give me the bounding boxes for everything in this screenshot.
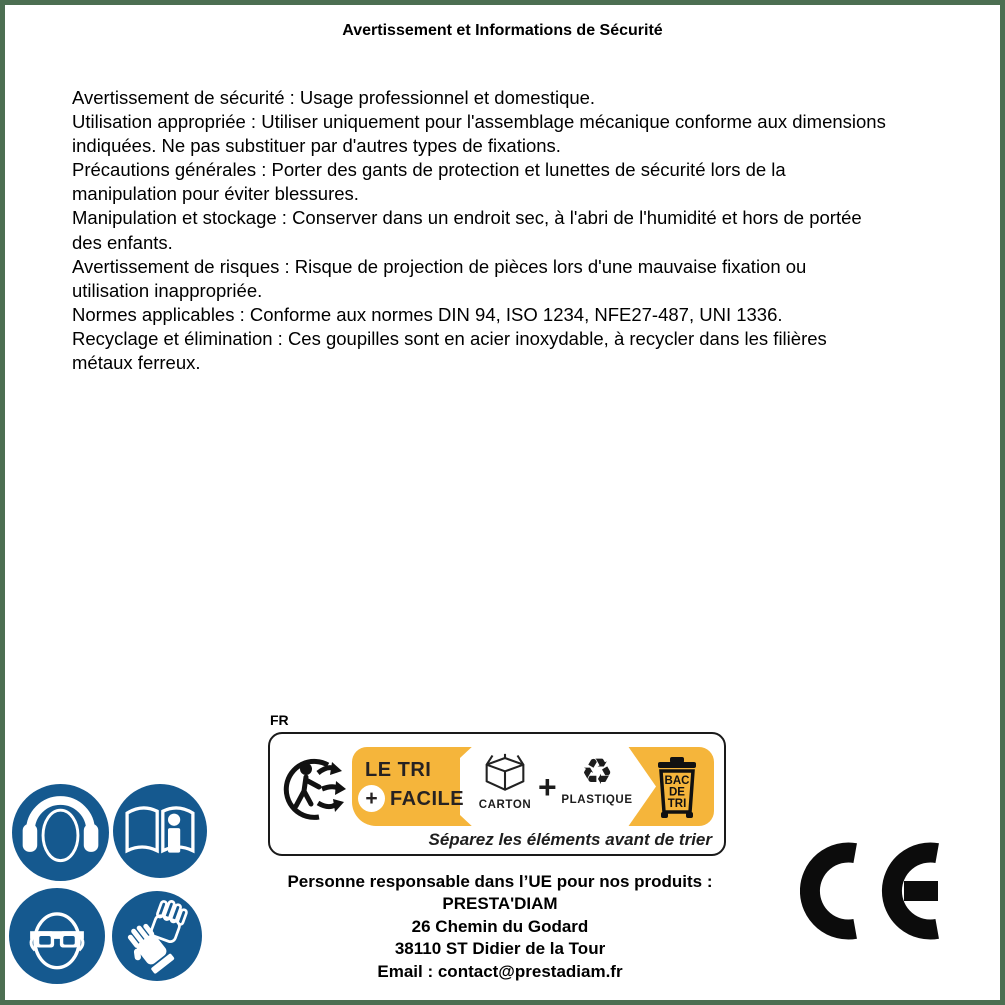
city-line: 38110 ST Didier de la Tour [394, 939, 606, 959]
ear-protection-icon [12, 784, 109, 881]
safety-text-line: Manipulation et stockage : Conserver dans un endroit sec, à l'abri de l'humidité et hors de portée [72, 207, 862, 229]
safety-text-line: Normes applicables : Conforme aux normes DIN 94, ISO 1234, NFE27-487, UNI 1336. [72, 303, 783, 325]
safety-text-line: manipulation pour éviter blessures. [72, 183, 359, 205]
plus-circle-icon [358, 785, 385, 812]
bin-text-line: TRI [667, 798, 687, 810]
bin-text-line: BAC [664, 775, 690, 787]
material-carton-label: CARTON [478, 799, 532, 811]
safety-text-line: métaux ferreux. [72, 352, 201, 374]
sorting-headline-line1: LE TRI [365, 759, 432, 781]
sorting-band [352, 747, 714, 826]
sorting-headline-line2: FACILE [390, 788, 465, 810]
email-line: Email : contact@prestadiam.fr [377, 961, 623, 981]
cardboard-box-icon [478, 753, 532, 793]
sorting-label-box [268, 732, 726, 856]
safety-text [72, 86, 886, 375]
sorting-bin-icon [653, 754, 701, 820]
address-line: 26 Chemin du Godard [411, 916, 589, 936]
page-title: Avertissement et Informations de Sécurité [342, 22, 663, 39]
safety-text-line: Précautions générales : Porter des gants de protection et lunettes de sécurité lors de la [72, 159, 786, 181]
material-plastique [558, 753, 636, 806]
safety-text-line: Avertissement de sécurité : Usage professionnel et domestique. [72, 87, 596, 108]
company-name: PRESTA'DIAM [442, 894, 558, 914]
ce-marking-label [0, 0, 1, 1]
safety-text-line: indiquées. Ne pas substituer par d'autres types de fixations. [72, 135, 561, 157]
bin-text-line: DE [669, 786, 685, 799]
safety-text-line: des enfants. [72, 231, 173, 253]
safety-text-line: utilisation inappropriée. [72, 279, 263, 301]
plus-sign: + [365, 787, 378, 810]
read-manual-icon [113, 784, 207, 878]
eye-protection-icon [9, 888, 105, 984]
material-carton [472, 753, 538, 811]
recycling-symbol-icon: ♻ [580, 752, 614, 793]
responsible-heading: Personne responsable dans l’UE pour nos produits : [287, 872, 713, 891]
responsible-block [250, 871, 750, 983]
country-code-label: FR [270, 712, 289, 728]
safety-text-line: Recyclage et élimination : Ces goupilles sont en acier inoxydable, à recycler dans les filières [72, 327, 827, 349]
hand-protection-icon [112, 891, 202, 981]
materials-plus-sign: + [538, 769, 557, 805]
sorting-caption: Séparez les éléments avant de trier [428, 830, 712, 849]
triman-recycling-icon [282, 743, 352, 835]
ce-marking-icon [800, 842, 941, 940]
material-plastique-label: PLASTIQUE [561, 794, 633, 806]
safety-text-line: Utilisation appropriée : Utiliser uniquement pour l'assemblage mécanique conforme aux dimensions [72, 111, 886, 133]
safety-text-line: Avertissement de risques : Risque de projection de pièces lors d'une mauvaise fixation ou [72, 255, 807, 277]
